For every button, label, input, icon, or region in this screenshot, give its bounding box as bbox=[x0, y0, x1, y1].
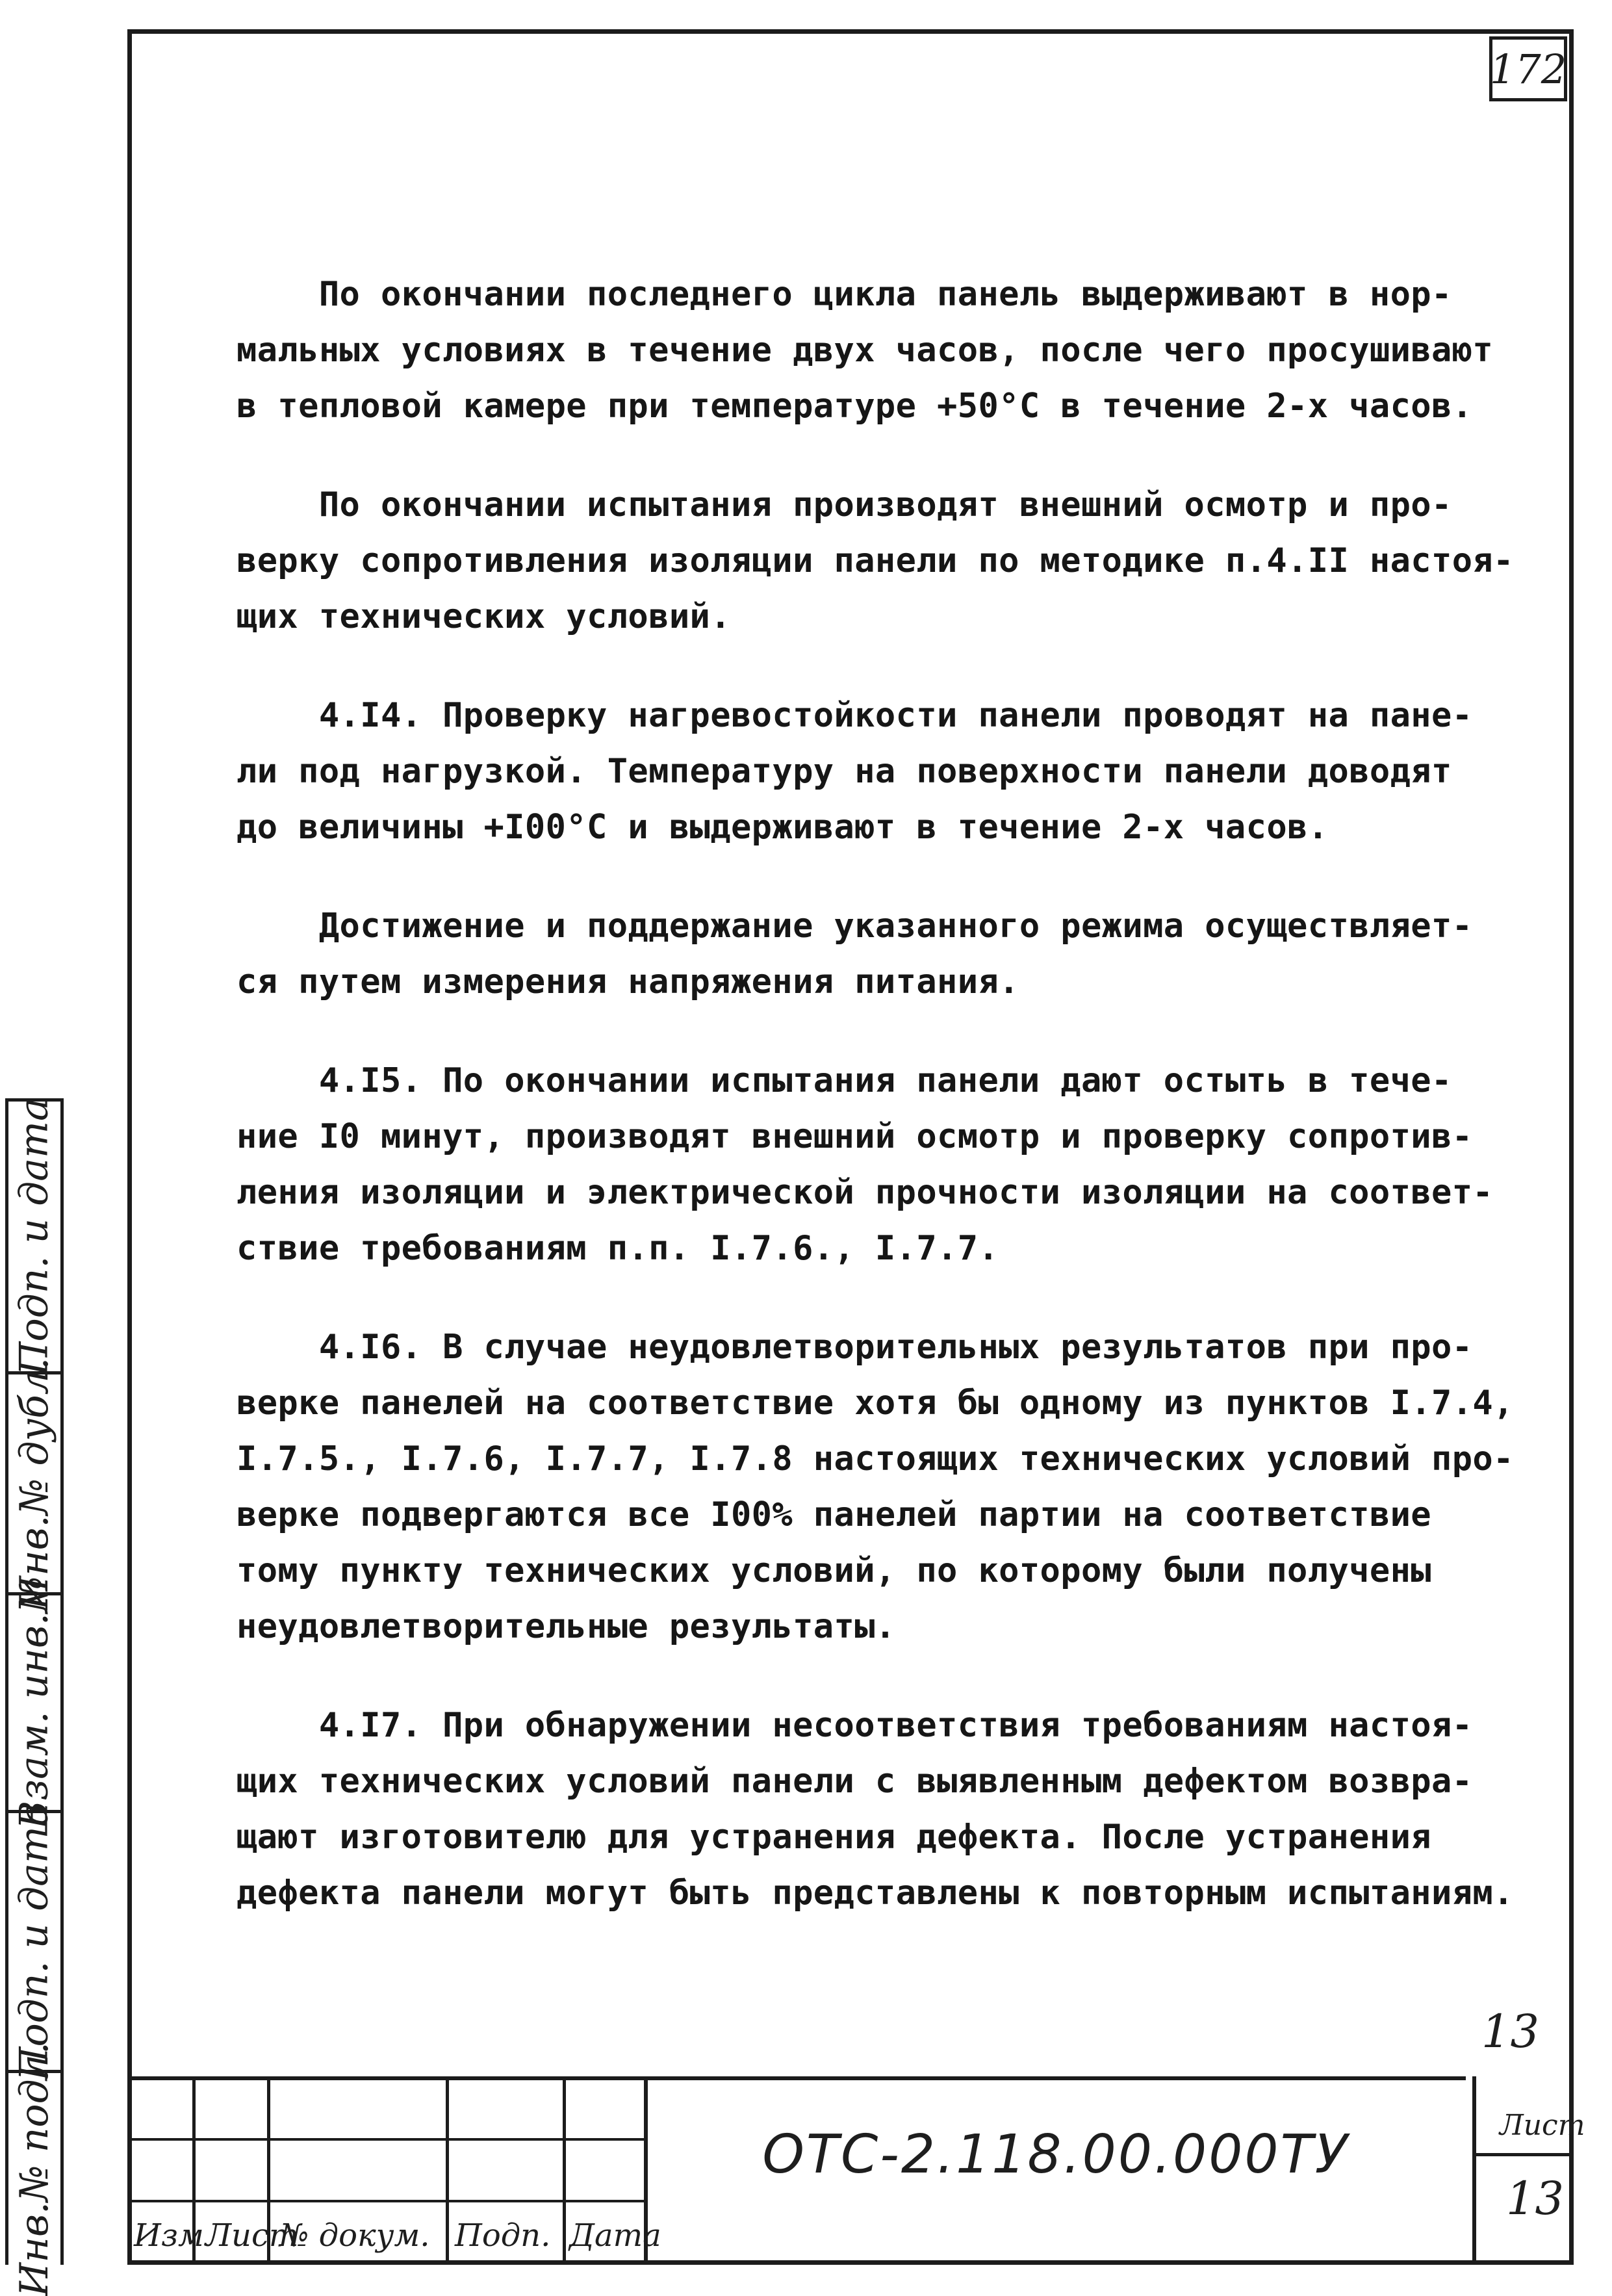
paragraph bbox=[237, 477, 1514, 645]
document-body bbox=[237, 266, 1514, 1921]
text-line: 4.I5. По окончании испытания панели дают остыть в тече- bbox=[318, 1061, 1452, 1100]
paragraph bbox=[237, 266, 1510, 434]
title-column-label: Подп. bbox=[455, 2217, 551, 2254]
stamp-cell bbox=[8, 1357, 60, 1610]
text-line: верке панелей на соответствие хотя бы одному из пунктов I.7.4, bbox=[237, 1384, 1514, 1423]
text-line: По окончании последнего цикла панель выдерживают в нор- bbox=[318, 275, 1452, 314]
text-line: 4.I7. При обнаружении несоответствия требованиям настоя- bbox=[318, 1706, 1473, 1745]
text-line: ние I0 минут, производят внешний осмотр и проверку сопротив- bbox=[237, 1117, 1473, 1156]
paragraph-4-17 bbox=[237, 1697, 1514, 1921]
stamp-cell bbox=[8, 1802, 60, 2081]
text-line: дефекта панели могут быть представлены к повторным испытаниям. bbox=[237, 1874, 1514, 1913]
stamp-cell bbox=[8, 2041, 60, 2296]
text-line: ствие требованиям п.п. I.7.6., I.7.7. bbox=[237, 1229, 999, 1268]
paragraph-4-15 bbox=[237, 1053, 1510, 1276]
text-line: 4.I4. Проверку нагревостойкости панели проводят на пане- bbox=[318, 696, 1473, 735]
text-line: I.7.5., I.7.6, I.7.7, I.7.8 настоящих технических условий про- bbox=[237, 1439, 1514, 1478]
sheet-label: Лист bbox=[1500, 2109, 1585, 2142]
text-line: щают изготовителю для устранения дефекта. После устранения bbox=[237, 1818, 1431, 1857]
left-stamp-strip bbox=[5, 1097, 127, 2296]
text-line: ся путем измерения напряжения питания. bbox=[237, 962, 1019, 1001]
stamp-column-outer bbox=[5, 1097, 64, 2296]
stamp-label: Инв.№ дубл. bbox=[12, 1357, 58, 1610]
text-line: верку сопротивления изоляции панели по методике п.4.II настоя- bbox=[237, 541, 1514, 580]
page-number: 13 bbox=[1481, 2005, 1540, 2058]
title-column-label: Лист bbox=[205, 2217, 299, 2254]
title-column-label: № докум. bbox=[279, 2217, 430, 2254]
text-line: щих технических условий. bbox=[237, 597, 731, 636]
document-code: ОТС-2.118.00.000ТУ bbox=[762, 2124, 1350, 2186]
stamp-cell bbox=[8, 1097, 60, 1376]
text-line: мальных условиях в течение двух часов, после чего просушивают bbox=[237, 331, 1494, 370]
sheet-number: 13 bbox=[1506, 2172, 1565, 2225]
text-line: верке подвергаются все I00% панелей партии на соответствие bbox=[237, 1495, 1431, 1534]
text-line: 4.I6. В случае неудовлетворительных результатов при про- bbox=[318, 1328, 1473, 1367]
text-line: в тепловой камере при температуре +50°С в течение 2-х часов. bbox=[237, 387, 1473, 426]
text-line: По окончании испытания производят внешний осмотр и про- bbox=[318, 485, 1452, 524]
title-column-label: Дата bbox=[569, 2217, 661, 2254]
paragraph bbox=[237, 898, 1510, 1010]
text-line: тому пункту технических условий, по которому были получены bbox=[237, 1551, 1431, 1590]
text-line: до величины +I00°С и выдерживают в течение 2-х часов. bbox=[237, 808, 1329, 847]
text-line: неудовлетворительные результаты. bbox=[237, 1607, 896, 1646]
stamp-label: Взам. инв.№ bbox=[12, 1576, 58, 1829]
text-line: щих технических условий панели с выявленным дефектом возвра- bbox=[237, 1762, 1473, 1801]
title-column-label: Изм bbox=[134, 2217, 204, 2254]
paragraph-4-16 bbox=[237, 1319, 1514, 1655]
text-line: Достижение и поддержание указанного режима осуществляет- bbox=[318, 907, 1473, 946]
stamp-label: Подп. и дата bbox=[12, 1097, 58, 1376]
stamp-cell bbox=[8, 1576, 60, 1829]
stamp-label: Инв.№ подл. bbox=[12, 2041, 58, 2296]
stamp-label: Подп. и дата bbox=[12, 1802, 58, 2081]
text-line: ли под нагрузкой. Температуру на поверхности панели доводят bbox=[237, 752, 1452, 791]
text-line: ления изоляции и электрической прочности изоляции на соответ- bbox=[237, 1173, 1494, 1212]
paragraph-4-14 bbox=[237, 688, 1510, 855]
sheet-corner-number: 172 bbox=[1489, 36, 1567, 101]
